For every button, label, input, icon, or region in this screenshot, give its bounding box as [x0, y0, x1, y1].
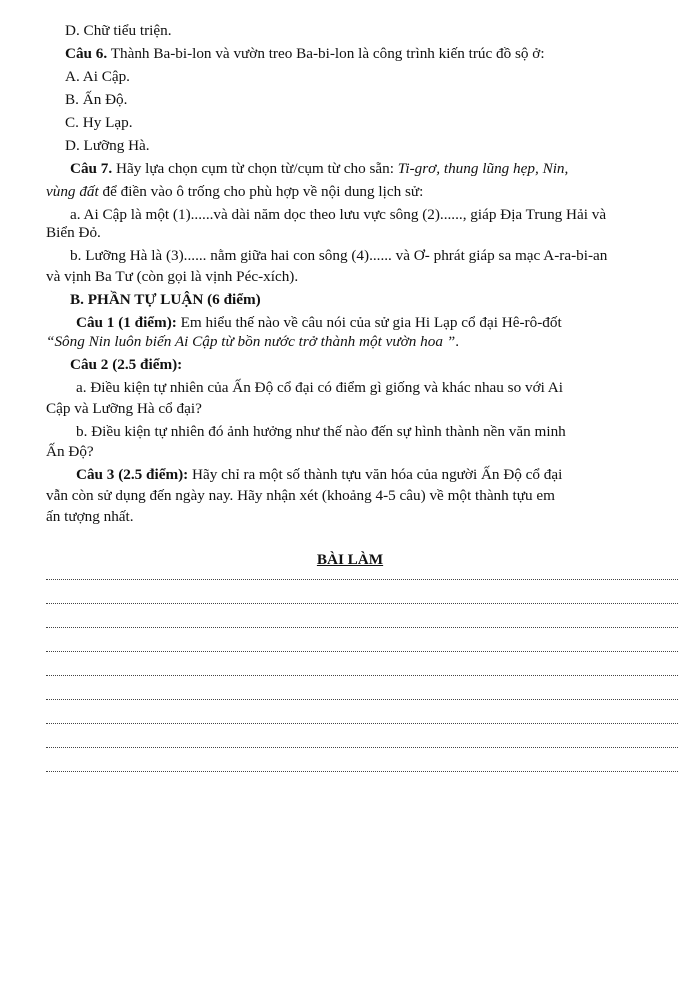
question-7-line2: [46, 182, 423, 202]
essay-q1-quote: “Sông Nin luôn biến Ai Cập từ bồn nước trở thành một vườn hoa ”: [46, 333, 456, 350]
q7-part-a: a. Ai Cập là một (1)......và dài năm dọc theo lưu vực sông (2)......, giáp Địa Trung Hải và: [70, 206, 607, 223]
q6-option-b: B. Ấn Độ.: [65, 91, 128, 108]
q6-option-c: C. Hy Lạp.: [65, 114, 133, 131]
answer-line[interactable]: [46, 603, 678, 604]
q5-option-d: D. Chữ tiểu triện.: [65, 22, 172, 39]
answer-line[interactable]: [46, 723, 678, 724]
q6-option-a: A. Ai Cập.: [65, 68, 130, 85]
essay-question-1-line2: [46, 332, 459, 352]
essay-q1-label: Câu 1 (1 điểm):: [76, 314, 177, 331]
q7-text-2: để điền vào ô trống cho phù hợp về nội dung lịch sử:: [98, 183, 424, 200]
q6-option-d: D. Lưỡng Hà.: [65, 137, 150, 154]
answer-line[interactable]: [46, 675, 678, 676]
answer-line[interactable]: [46, 747, 678, 748]
q7-words-2: vùng đất: [46, 183, 99, 200]
q6-text: Thành Ba-bi-lon và vườn treo Ba-bi-lon là công trình kiến trúc đồ sộ ở:: [107, 45, 545, 62]
question-7: [70, 159, 568, 179]
answer-line[interactable]: [46, 651, 678, 652]
essay-q1-text: Em hiểu thế nào về câu nói của sử gia Hi Lạp cổ đại Hê-rô-đốt: [176, 314, 562, 331]
essay-q3-line2: vẫn còn sử dụng đến ngày nay. Hãy nhận xét (khoảng 4-5 câu) về một thành tựu em: [46, 487, 555, 504]
q7-text-1: Hãy lựa chọn cụm từ chọn từ/cụm từ cho sẵn:: [112, 160, 398, 177]
essay-question-3: [76, 465, 562, 485]
essay-q2-part-b-line2: Ấn Độ?: [46, 443, 94, 460]
essay-section-title: B. PHẦN TỰ LUẬN (6 điểm): [70, 291, 261, 308]
essay-q1-end: .: [455, 333, 459, 350]
answer-line[interactable]: [46, 627, 678, 628]
question-6: [65, 44, 545, 64]
answer-line[interactable]: [46, 579, 678, 580]
q7-part-b-line2: và vịnh Ba Tư (còn gọi là vịnh Péc-xích).: [46, 268, 299, 285]
q7-part-a-line2: Biển Đỏ.: [46, 224, 101, 241]
essay-q3-label: Câu 3 (2.5 điểm):: [76, 466, 189, 483]
q7-part-b: b. Lưỡng Hà là (3)...... nằm giữa hai con sông (4)...... và Ơ- phrát giáp sa mạc A-ra-bi-an: [70, 247, 608, 264]
answer-line[interactable]: [46, 699, 678, 700]
essay-q2-part-a-line2: Cập và Lưỡng Hà cổ đại?: [46, 400, 202, 417]
answer-line[interactable]: [46, 771, 678, 772]
essay-q2-label: Câu 2 (2.5 điểm):: [70, 356, 183, 373]
essay-q2-part-a: a. Điều kiện tự nhiên của Ấn Độ cổ đại có điểm gì giống và khác nhau so với Ai: [76, 379, 563, 396]
q7-label: Câu 7.: [70, 160, 113, 177]
essay-q3-line3: ấn tượng nhất.: [46, 508, 134, 525]
answer-title: BÀI LÀM: [316, 551, 384, 568]
essay-q2-part-b: b. Điều kiện tự nhiên đó ảnh hưởng như thế nào đến sự hình thành nền văn minh: [76, 423, 566, 440]
q7-words-1: Ti-grơ, thung lũng hẹp, Nin,: [397, 160, 569, 177]
essay-question-1: [76, 313, 562, 333]
q6-label: Câu 6.: [65, 45, 108, 62]
essay-q3-text: Hãy chỉ ra một số thành tựu văn hóa của người Ấn Độ cổ đại: [188, 466, 563, 483]
